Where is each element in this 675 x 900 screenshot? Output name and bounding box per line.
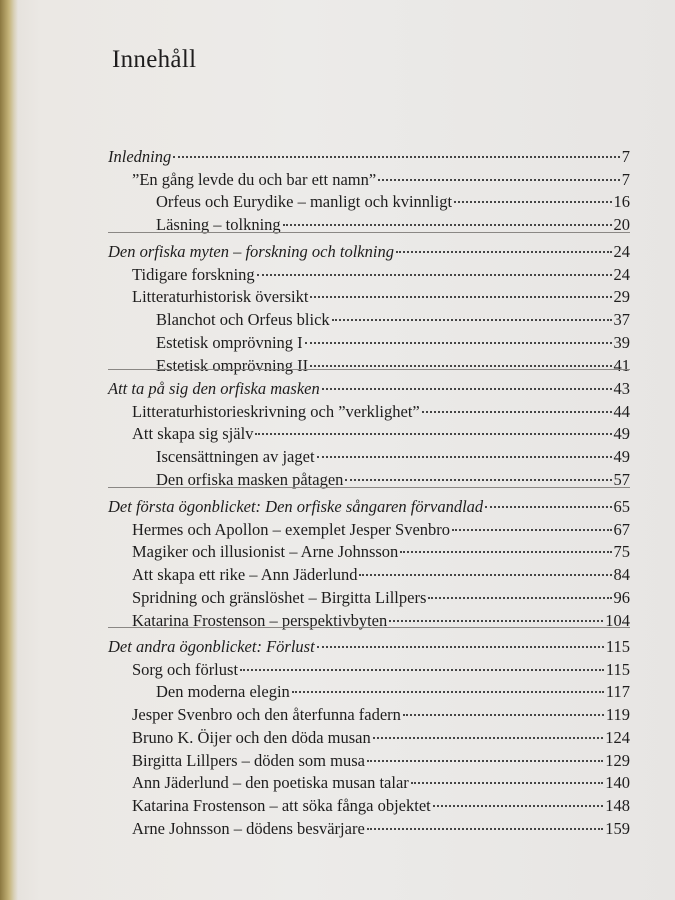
- toc-page-number: 117: [605, 682, 630, 702]
- dot-leader: [452, 528, 611, 531]
- dot-leader: [400, 550, 611, 553]
- toc-chapter-heading: [108, 146, 630, 168]
- toc-entry: [132, 541, 630, 563]
- toc-page-number: 43: [613, 379, 630, 398]
- toc-entry-title: Den orfiska myten – forskning och tolkning: [108, 242, 394, 261]
- dot-leader: [240, 668, 604, 671]
- toc-entry: [156, 446, 630, 468]
- toc-page-number: 49: [613, 424, 630, 444]
- dot-leader: [396, 250, 612, 253]
- toc-entry-title: Det första ögonblicket: Den orfiske sångaren förvandlad: [108, 497, 484, 516]
- toc-page-number: 129: [605, 750, 630, 770]
- toc-entry-title: Att skapa sig själv: [132, 424, 254, 444]
- toc-entry: [132, 610, 630, 632]
- toc-entry: [132, 286, 630, 308]
- dot-leader: [317, 455, 612, 458]
- section-divider: [108, 369, 630, 370]
- book-spine-edge: [0, 0, 18, 900]
- toc-entry-title: Den moderna elegin: [156, 682, 290, 702]
- toc-entry-title: Litteraturhistorisk översikt: [132, 287, 309, 307]
- toc-entry: [156, 681, 630, 703]
- toc-page-number: 148: [605, 795, 630, 815]
- toc-entry-title: Blanchot och Orfeus blick: [156, 310, 330, 330]
- toc-page-number: 20: [613, 215, 630, 235]
- toc-page-number: 140: [605, 773, 630, 793]
- toc-page-number: 115: [605, 659, 630, 679]
- toc-entry: [132, 795, 630, 817]
- dot-leader: [310, 364, 611, 367]
- toc-page-number: 49: [613, 447, 630, 467]
- toc-page-number: 124: [605, 727, 630, 747]
- page-title: Innehåll: [112, 46, 197, 73]
- toc-page-number: 159: [605, 818, 630, 838]
- dot-leader: [373, 736, 604, 739]
- toc-entry-title: Katarina Frostenson – perspektivbyten: [132, 610, 388, 630]
- dot-leader: [322, 387, 612, 390]
- dot-leader: [305, 341, 612, 344]
- toc-entry: [132, 704, 630, 726]
- toc-entry: [132, 772, 630, 794]
- toc-entry: [156, 332, 630, 354]
- dot-leader: [257, 273, 612, 276]
- toc-page-number: 115: [605, 637, 630, 656]
- dot-leader: [403, 713, 604, 716]
- toc-page-number: 39: [613, 332, 630, 352]
- toc-page-number: 44: [613, 401, 630, 421]
- toc-entry-title: Magiker och illusionist – Arne Johnsson: [132, 542, 399, 562]
- toc-entry-title: Katarina Frostenson – att söka fånga objektet: [132, 795, 431, 815]
- toc-chapter-heading: [108, 378, 630, 400]
- dot-leader: [454, 200, 611, 203]
- toc-entry-title: Estetisk omprövning II: [156, 355, 309, 375]
- toc-entry-title: Den orfiska masken påtagen: [156, 469, 344, 489]
- toc-page-number: 75: [613, 542, 630, 562]
- dot-leader: [359, 573, 611, 576]
- dot-leader: [411, 781, 603, 784]
- toc-entry-title: Orfeus och Eurydike – manligt och kvinnligt: [156, 192, 453, 212]
- dot-leader: [173, 155, 620, 158]
- dot-leader: [283, 223, 612, 226]
- toc-entry: [156, 355, 630, 377]
- toc-page-number: 7: [621, 169, 630, 189]
- toc-entry-title: Iscensättningen av jaget: [156, 447, 315, 467]
- toc-entry: [132, 564, 630, 586]
- toc-page-number: 84: [613, 565, 630, 585]
- toc-entry: [132, 587, 630, 609]
- toc-entry: [156, 309, 630, 331]
- toc-entry-title: Sorg och förlust: [132, 659, 239, 679]
- toc-page-number: 24: [613, 264, 630, 284]
- toc-page-number: 57: [613, 469, 630, 489]
- toc-page-number: 65: [613, 497, 630, 516]
- toc-entry-title: Litteraturhistorieskrivning och ”verklighet”: [132, 401, 420, 421]
- toc-page-number: 24: [613, 242, 630, 261]
- dot-leader: [367, 759, 603, 762]
- toc-entry-title: Att ta på sig den orfiska masken: [108, 379, 320, 398]
- toc-entry-title: Det andra ögonblicket: Förlust: [108, 637, 315, 656]
- dot-leader: [292, 690, 604, 693]
- dot-leader: [310, 295, 611, 298]
- toc-entry: [132, 169, 630, 191]
- toc-page-number: 29: [613, 287, 630, 307]
- toc-entry-title: Tidigare forskning: [132, 264, 255, 284]
- toc-page-number: 7: [621, 147, 630, 166]
- toc-entry-title: Inledning: [108, 147, 172, 166]
- toc-page-number: 104: [605, 610, 630, 630]
- toc-entry: [132, 519, 630, 541]
- toc-entry-title: ”En gång levde du och bar ett namn”: [132, 169, 377, 189]
- toc-page-number: 67: [613, 519, 630, 539]
- toc-page-number: 96: [613, 587, 630, 607]
- dot-leader: [428, 596, 611, 599]
- dot-leader: [332, 318, 612, 321]
- toc-entry-title: Hermes och Apollon – exemplet Jesper Svenbro: [132, 519, 451, 539]
- toc-chapter-heading: [108, 496, 630, 518]
- dot-leader: [422, 410, 612, 413]
- toc-entry-title: Att skapa ett rike – Ann Jäderlund: [132, 565, 358, 585]
- toc-entry: [132, 401, 630, 423]
- dot-leader: [317, 645, 604, 648]
- dot-leader: [378, 178, 620, 181]
- dot-leader: [485, 505, 611, 508]
- toc-page-number: 119: [605, 705, 630, 725]
- toc-entry: [132, 423, 630, 445]
- toc-entry: [156, 191, 630, 213]
- toc-entry-title: Spridning och gränslöshet – Birgitta Lillpers: [132, 587, 427, 607]
- toc-page-number: 41: [613, 355, 630, 375]
- toc-entry-title: Arne Johnsson – dödens besvärjare: [132, 818, 365, 838]
- toc-entry: [132, 659, 630, 681]
- section-divider: [108, 627, 630, 628]
- dot-leader: [433, 804, 604, 807]
- section-divider: [108, 487, 630, 488]
- toc-entry-title: Bruno K. Öijer och den döda musan: [132, 727, 371, 747]
- toc-chapter-heading: [108, 241, 630, 263]
- toc-entry: [132, 264, 630, 286]
- dot-leader: [367, 827, 603, 830]
- toc-page-number: 37: [613, 310, 630, 330]
- toc-page-number: 16: [613, 192, 630, 212]
- toc-entry: [132, 818, 630, 840]
- toc-entry: [132, 750, 630, 772]
- dot-leader: [255, 432, 611, 435]
- dot-leader: [389, 619, 603, 622]
- toc-chapter-heading: [108, 636, 630, 658]
- toc-entry-title: Jesper Svenbro och den återfunna fadern: [132, 705, 401, 725]
- dot-leader: [345, 478, 611, 481]
- toc-entry: [132, 727, 630, 749]
- toc-entry-title: Birgitta Lillpers – döden som musa: [132, 750, 365, 770]
- toc-entry-title: Läsning – tolkning: [156, 215, 281, 235]
- section-divider: [108, 232, 630, 233]
- toc-entry-title: Ann Jäderlund – den poetiska musan talar: [132, 773, 409, 793]
- toc-entry-title: Estetisk omprövning I: [156, 332, 303, 352]
